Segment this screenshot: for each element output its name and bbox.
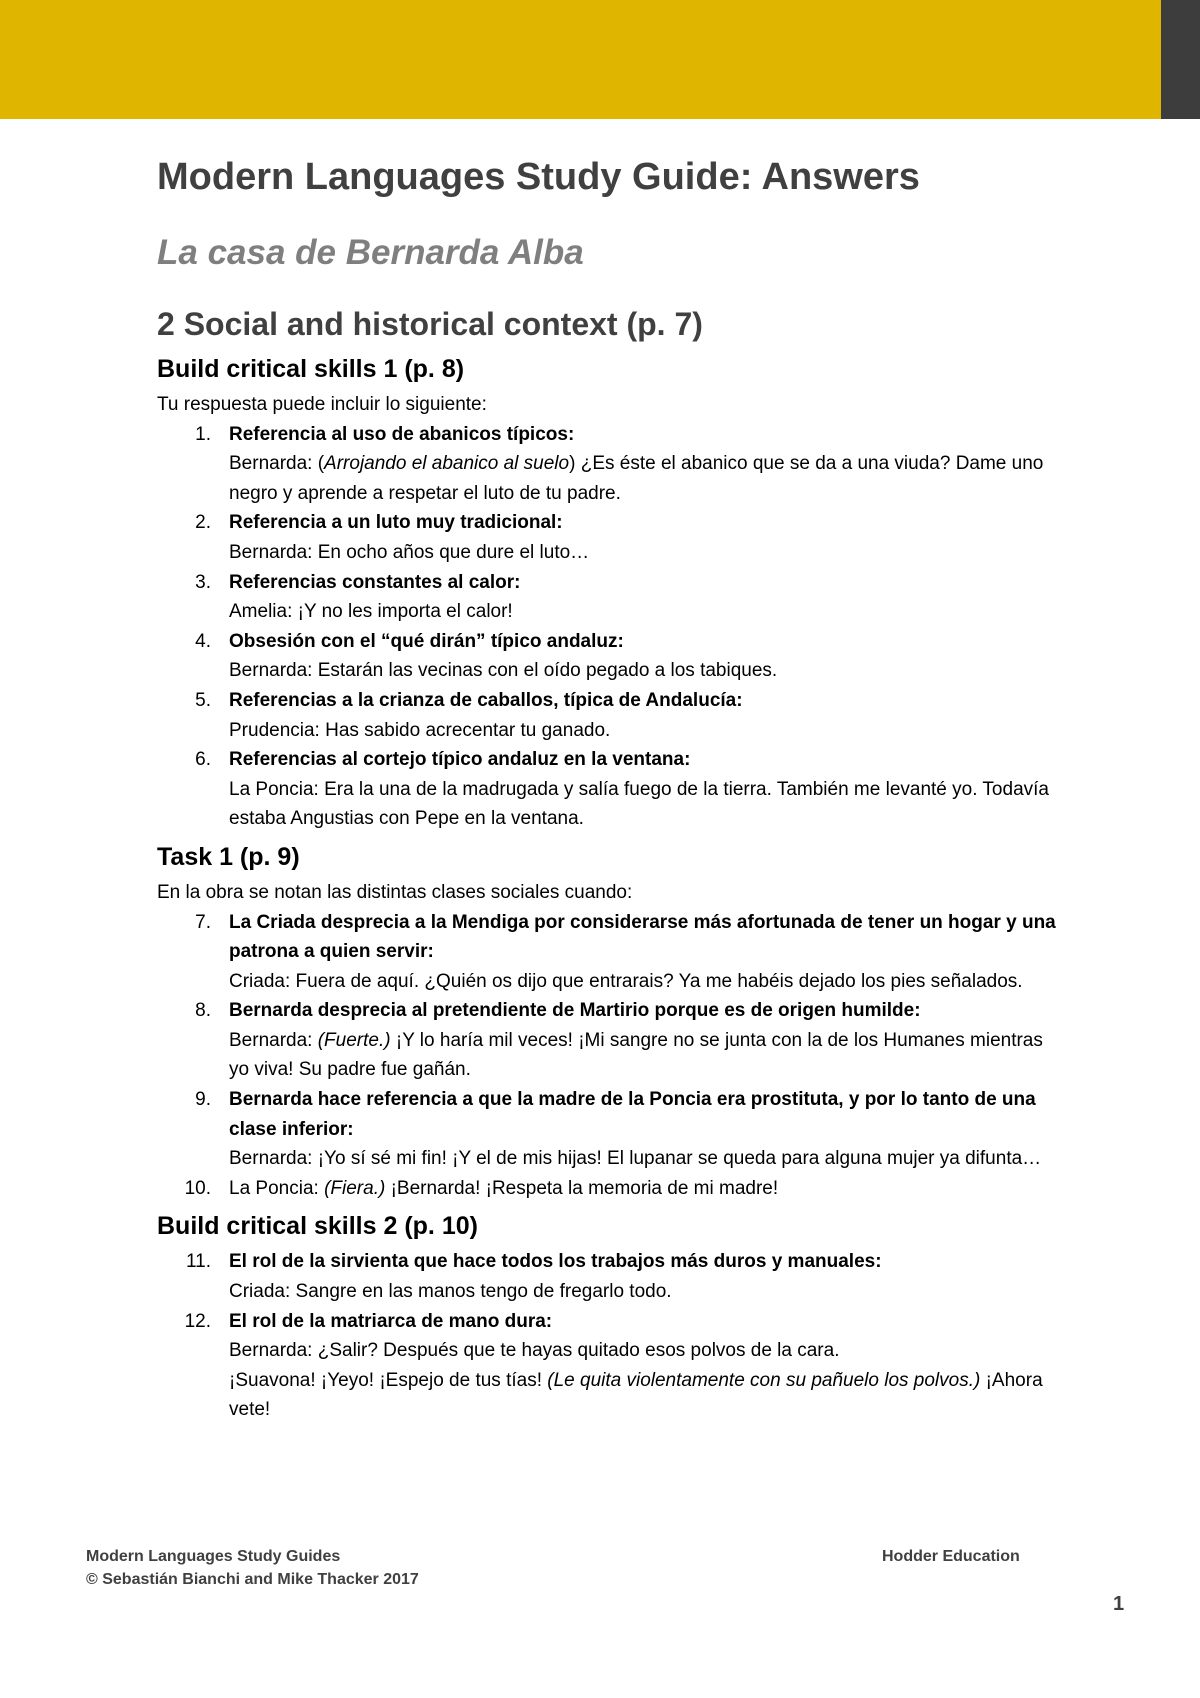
item-quote: Criada: Fuera de aquí. ¿Quién os dijo que entrarais? Ya me habéis dejado los pies señalados. (229, 970, 1023, 992)
item-number: 4. (195, 630, 211, 652)
stage-direction: (Le quita violentamente con su pañuelo los polvos.) (547, 1369, 981, 1391)
page-number: 1 (1113, 1593, 1125, 1615)
item-quote (229, 449, 1057, 508)
item-title: El rol de la matriarca de mano dura: (229, 1310, 553, 1332)
stage-direction: Arrojando el abanico al suelo (324, 453, 570, 475)
stage-direction: (Fiera.) (324, 1177, 386, 1199)
section-heading: 2 Social and historical context (p. 7) (157, 306, 703, 342)
item-quote: Prudencia: Has sabido acrecentar tu ganado. (229, 719, 611, 741)
item-title: Referencias constantes al calor: (229, 571, 521, 593)
item-number: 10. (184, 1177, 211, 1199)
list-item (157, 420, 1057, 509)
item-title: Referencias al cortejo típico andaluz en la ventana: (229, 749, 691, 771)
item-number: 3. (195, 571, 211, 593)
item-quote: Criada: Sangre en las manos tengo de fregarlo todo. (229, 1281, 672, 1303)
item-number: 2. (195, 512, 211, 534)
item-quote: La Poncia: Era la una de la madrugada y salía fuego de la tierra. También me levanté yo. Todavía estaba Angustias con Pepe en la ventana. (229, 778, 1049, 830)
list-item (157, 1174, 1057, 1204)
item-quote: Amelia: ¡Y no les importa el calor! (229, 601, 513, 623)
item-title: El rol de la sirvienta que hace todos los trabajos más duros y manuales: (229, 1251, 882, 1273)
stage-direction: (Fuerte.) (317, 1029, 391, 1051)
item-number: 8. (195, 1000, 211, 1022)
item-quote (229, 1174, 1057, 1204)
item-title: Obsesión con el “qué dirán” típico andaluz: (229, 630, 624, 652)
task1-heading: Task 1 (p. 9) (157, 842, 300, 871)
item-number: 5. (195, 689, 211, 711)
list-item (157, 568, 1057, 627)
bcs1-list (157, 420, 1057, 834)
item-quote: Bernarda: En ocho años que dure el luto… (229, 541, 590, 563)
list-item (157, 508, 1057, 567)
document-title: Modern Languages Study Guide: Answers (157, 156, 920, 198)
list-item (157, 908, 1057, 997)
item-title: Bernarda desprecia al pretendiente de Martirio porque es de origen humilde: (229, 1000, 921, 1022)
quote-text: ¡Ahora vete! (229, 1369, 1043, 1421)
header-color-band (0, 0, 1161, 119)
item-number: 7. (195, 911, 211, 933)
quote-text: ¡Y lo haría mil veces! ¡Mi sangre no se junta con la de los Humanes mientras yo viva! Su padre fue gañán. (229, 1029, 1043, 1081)
item-title: Referencia al uso de abanicos típicos: (229, 423, 575, 445)
list-item (157, 627, 1057, 686)
footer-credits (86, 1545, 419, 1591)
list-item (157, 1085, 1057, 1174)
item-quote: Bernarda: ¿Salir? Después que te hayas quitado esos polvos de la cara. (229, 1340, 840, 1362)
quote-text: Bernarda: (229, 1029, 318, 1051)
bcs1-intro: Tu respuesta puede incluir lo siguiente: (157, 394, 487, 415)
document-subtitle: La casa de Bernarda Alba (157, 233, 584, 272)
bcs2-list (157, 1247, 1057, 1425)
item-quote-continued (229, 1366, 1057, 1425)
item-number: 6. (195, 749, 211, 771)
item-title: Referencias a la crianza de caballos, típica de Andalucía: (229, 689, 743, 711)
bcs1-heading: Build critical skills 1 (p. 8) (157, 355, 465, 383)
item-number: 1. (195, 423, 211, 445)
quote-text: ¡Bernarda! ¡Respeta la memoria de mi madre! (385, 1177, 779, 1199)
item-quote: Bernarda: Estarán las vecinas con el oído pegado a los tabiques. (229, 660, 778, 682)
quote-text: ¡Suavona! ¡Yeyo! ¡Espejo de tus tías! (229, 1369, 548, 1391)
quote-text: Bernarda: ( (229, 453, 325, 475)
quote-text: La Poncia: (229, 1177, 325, 1199)
item-title: Referencia a un luto muy tradicional: (229, 512, 563, 534)
list-item (157, 1247, 1057, 1306)
list-item (157, 745, 1057, 834)
item-number: 11. (185, 1251, 211, 1273)
footer-copyright: © Sebastián Bianchi and Mike Thacker 2017 (86, 1571, 419, 1588)
item-quote (229, 1026, 1057, 1085)
footer-publisher: Hodder Education (882, 1548, 1020, 1565)
item-title: Bernarda hace referencia a que la madre de la Poncia era prostituta, y por lo tanto de una clase inferior: (229, 1089, 1036, 1140)
task1-intro: En la obra se notan las distintas clases sociales cuando: (157, 881, 633, 903)
footer-series: Modern Languages Study Guides (86, 1548, 341, 1565)
quote-text: ) ¿Es éste el abanico que se da a una viuda? Dame uno negro y aprende a respetar el luto de tu padre. (229, 453, 1044, 504)
item-title: La Criada desprecia a la Mendiga por considerarse más afortunada de tener un hogar y una patrona a quien servir: (229, 911, 1056, 963)
task1-list (157, 908, 1057, 1204)
header-dark-tab (1161, 0, 1200, 119)
item-number: 9. (195, 1089, 211, 1111)
item-quote: Bernarda: ¡Yo sí sé mi fin! ¡Y el de mis hijas! El lupanar se queda para alguna mujer ya difunta… (229, 1148, 1042, 1170)
list-item (157, 996, 1057, 1085)
list-item (157, 686, 1057, 745)
bcs2-heading: Build critical skills 2 (p. 10) (157, 1212, 478, 1241)
list-item (157, 1307, 1057, 1425)
page-content (157, 150, 1057, 1425)
item-number: 12. (184, 1310, 211, 1332)
